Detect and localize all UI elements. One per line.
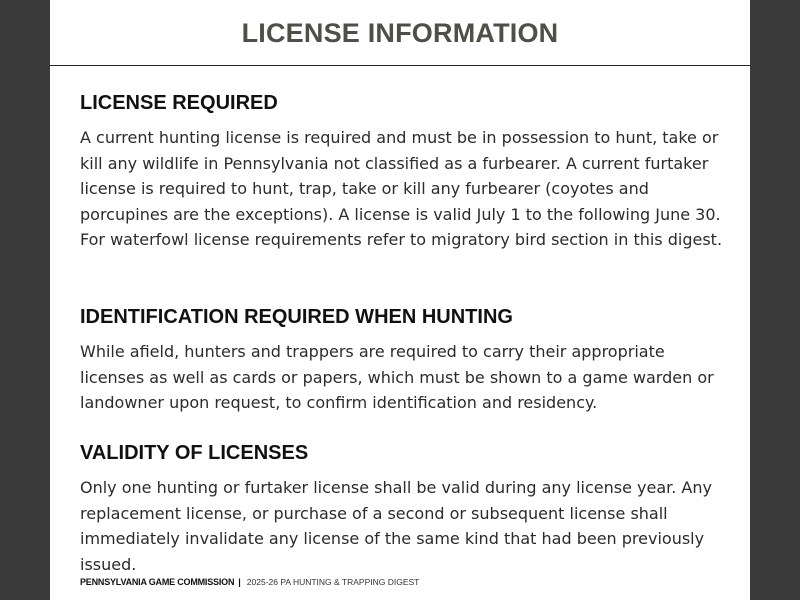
document-content[interactable] <box>80 66 725 574</box>
section-heading-license-required: LICENSE REQUIRED <box>80 92 278 114</box>
section-heading-validity-of-licenses: VALIDITY OF LICENSES <box>80 442 309 464</box>
page-title: LICENSE INFORMATION <box>241 18 559 48</box>
section-body-identification-required: While afield, hunters and trappers are required to carry their appropriate licenses as well as cards or papers, which must be shown to a game warden or landowner upon request, to confirm identification and residency. <box>80 342 714 413</box>
page-footer <box>80 575 419 589</box>
section-body-license-required: A current hunting license is required and must be in possession to hunt, take or kill any wildlife in Pennsylvania not classified as a furbearer. A current furtaker license is required to hunt, trap, take or kill any furbearer (coyotes and porcupines are the exceptions). A license is valid July 1 to the following June 30. For waterfowl license requirements refer to migratory bird section in this digest. <box>80 128 723 250</box>
document-page <box>50 0 750 600</box>
footer-publication: 2025-26 PA HUNTING & TRAPPING DIGEST <box>246 577 420 587</box>
page-header <box>50 0 750 66</box>
footer-organization: PENNSYLVANIA GAME COMMISSION <box>80 577 235 587</box>
section-body-validity-of-licenses: Only one hunting or furtaker license shall be valid during any license year. Any replacement license, or purchase of a second or subsequent license shall immediately invalidate any license of the same kind that had been previously issued. <box>80 478 712 574</box>
footer-separator: | <box>238 577 241 587</box>
section-heading-identification-required: IDENTIFICATION REQUIRED WHEN HUNTING <box>80 306 513 328</box>
